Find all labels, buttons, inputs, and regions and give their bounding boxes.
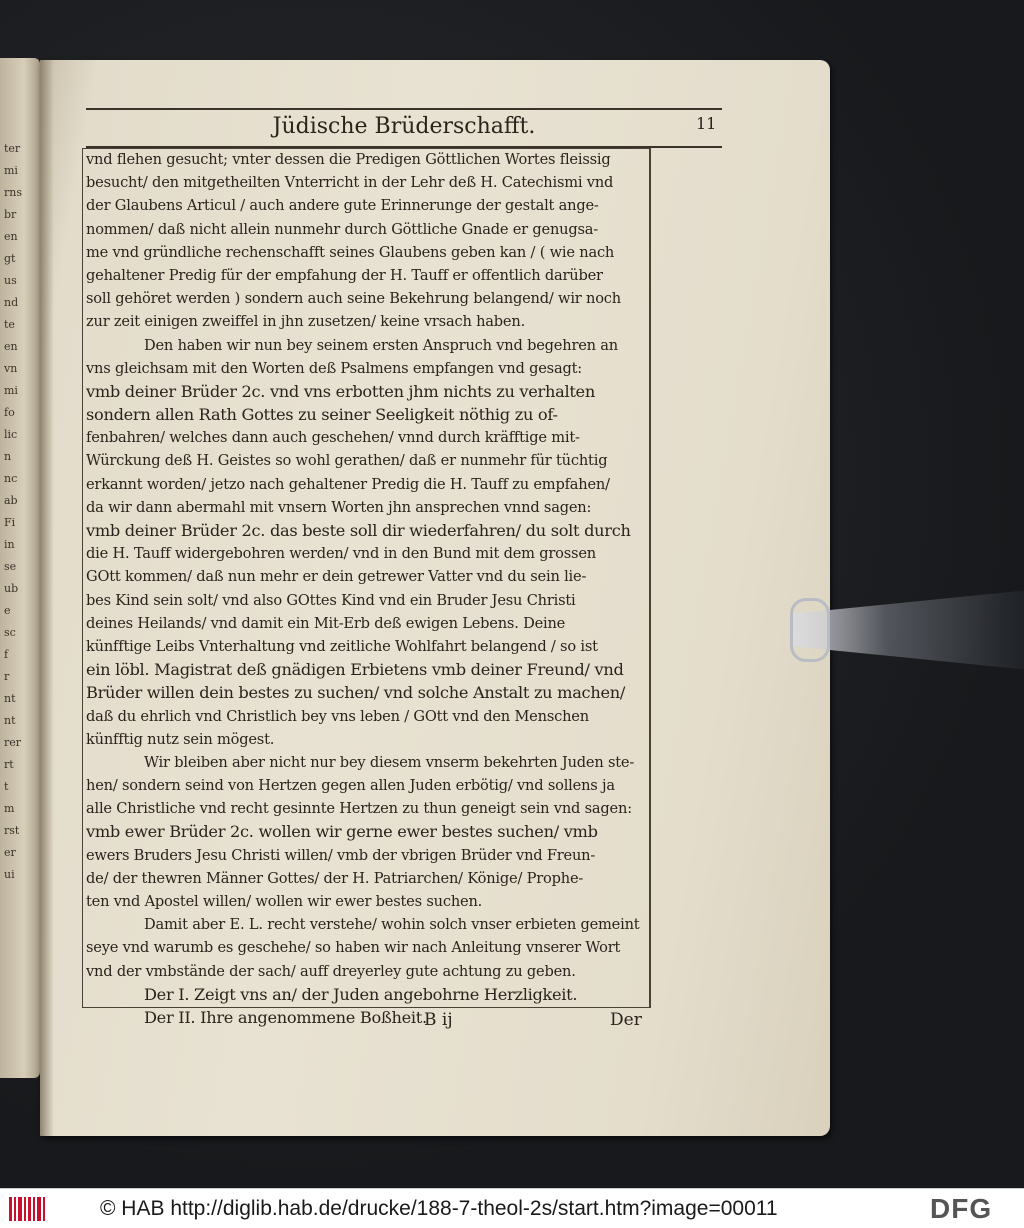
text-line: ein löbl. Magistrat deß gnädigen Erbietens vmb deiner Freund/ vnd bbox=[86, 660, 624, 680]
text-line: vmb ewer Brüder 2c. wollen wir gerne ewer bestes suchen/ vmb bbox=[86, 822, 598, 842]
text-line: GOtt kommen/ daß nun mehr er dein getrewer Vatter vnd du sein lie- bbox=[86, 568, 587, 586]
text-line: vmb deiner Brüder 2c. das beste soll dir wiederfahren/ du solt durch bbox=[86, 521, 631, 540]
page-number: 11 bbox=[696, 114, 717, 133]
page-clip-ring bbox=[790, 598, 830, 662]
text-line: Wir bleiben aber nicht nur bey diesem vnserm bekehrten Juden ste- bbox=[144, 753, 635, 771]
text-line: Den haben wir nun bey seinem ersten Anspruch vnd begehren an bbox=[144, 336, 618, 354]
text-line: ten vnd Apostel willen/ wollen wir ewer bestes suchen. bbox=[86, 893, 483, 910]
text-line: die H. Tauff widergebohren werden/ vnd in den Bund mit dem grossen bbox=[86, 545, 596, 563]
text-line: seye vnd warumb es geschehe/ so haben wir nach Anleitung vnserer Wort bbox=[86, 939, 621, 957]
text-line: bes Kind sein solt/ vnd also GOttes Kind vnd ein Bruder Jesu Christi bbox=[86, 591, 576, 609]
text-line: sondern allen Rath Gottes zu seiner Seeligkeit nöthig zu of- bbox=[86, 405, 558, 425]
text-line: fenbahren/ welches dann auch geschehen/ vnnd durch kräfftige mit- bbox=[86, 429, 580, 447]
text-line: soll gehöret werden ) sondern auch seine Bekehrung belangend/ wir noch bbox=[86, 290, 621, 308]
text-line: künfftig nutz sein mögest. bbox=[86, 730, 275, 748]
text-line: vnd der vmbstände der sach/ auff dreyerley gute achtung zu geben. bbox=[86, 962, 576, 980]
text-line: deines Heilands/ vnd damit ein Mit-Erb deß ewigen Lebens. Deine bbox=[86, 614, 566, 632]
text-line: Damit aber E. L. recht verstehe/ wohin solch vnser erbieten gemeint bbox=[144, 916, 640, 934]
dfg-logo: DFG bbox=[930, 1193, 993, 1224]
text-line: daß du ehrlich vnd Christlich bey vns leben / GOtt vnd den Menschen bbox=[86, 707, 589, 725]
text-line: alle Christliche vnd recht gesinnte Hertzen zu thun geneigt sein vnd sagen: bbox=[86, 800, 632, 818]
text-line: Der I. Zeigt vns an/ der Juden angebohrne Herzligkeit. bbox=[144, 984, 578, 1004]
text-line: besucht/ den mitgetheilten Vnterricht in der Lehr deß H. Catechismi vnd bbox=[86, 174, 614, 192]
text-line: vmb deiner Brüder 2c. vnd vns erbotten jhm nichts zu verhalten bbox=[86, 381, 595, 401]
previous-page-text-fragment: ter mi rns br en gt us nd te en vn mi fo lic n nc ab Fi in se ub e sc f r nt nt rer rt t m rst er ui bbox=[4, 142, 22, 881]
text-line: gehaltener Predig für der empfahung der H. Tauff er offentlich darüber bbox=[86, 266, 603, 284]
text-line: nommen/ daß nicht allein nunmehr durch Göttliche Gnade er genugsa- bbox=[86, 220, 599, 238]
text-line: Brüder willen dein bestes zu suchen/ vnd solche Anstalt zu machen/ bbox=[86, 683, 626, 703]
text-line: Der II. Ihre angenommene Boßheit. bbox=[144, 1007, 427, 1027]
text-line: Würckung deß H. Geistes so wohl gerathen/ daß er nunmehr für tüchtig bbox=[86, 452, 608, 470]
page-gutter-shadow bbox=[40, 60, 54, 1136]
footer-bar bbox=[0, 1188, 1024, 1228]
catchword: Der bbox=[610, 1010, 642, 1030]
text-line: der Glaubens Articul / auch andere gute Erinnerunge der gestalt ange- bbox=[86, 197, 599, 215]
text-line: de/ der thewren Männer Gottes/ der H. Patriarchen/ Könige/ Prophe- bbox=[86, 869, 584, 887]
copyright-link[interactable]: © HAB http://diglib.hab.de/drucke/188-7-theol-2s/start.htm?image=00011 bbox=[100, 1197, 778, 1220]
text-line: hen/ sondern seind von Hertzen gegen allen Juden erbötig/ vnd sollens ja bbox=[86, 777, 615, 795]
text-line: künfftige Leibs Vnterhaltung vnd zeitliche Wohlfahrt belangend / so ist bbox=[86, 637, 598, 655]
running-title: Jüdische Brüderschafft. bbox=[272, 114, 536, 139]
text-line: vns gleichsam mit den Worten deß Psalmens empfangen vnd gesagt: bbox=[86, 359, 582, 377]
text-line: me vnd gründliche rechenschafft seines Glaubens geben kan / ( wie nach bbox=[86, 243, 615, 261]
text-line: zur zeit einigen zweiffel in jhn zusetzen/ keine vrsach haben. bbox=[86, 313, 526, 331]
text-line: ewers Bruders Jesu Christi willen/ vmb der vbrigen Brüder vnd Freun- bbox=[86, 846, 596, 864]
body-text bbox=[86, 148, 646, 1029]
text-line: erkannt worden/ jetzo nach gehaltener Predig die H. Tauff zu empfahen/ bbox=[86, 475, 610, 493]
hab-barcode-logo-icon bbox=[8, 1195, 48, 1223]
running-header bbox=[86, 108, 722, 148]
text-line: da wir dann abermahl mit vnsern Worten jhn ansprechen vnnd sagen: bbox=[86, 498, 592, 516]
previous-page-edge bbox=[0, 58, 40, 1078]
signature-mark: B ij bbox=[424, 1010, 453, 1030]
text-line: vnd flehen gesucht; vnter dessen die Predigen Göttlichen Wortes fleissig bbox=[86, 151, 611, 168]
